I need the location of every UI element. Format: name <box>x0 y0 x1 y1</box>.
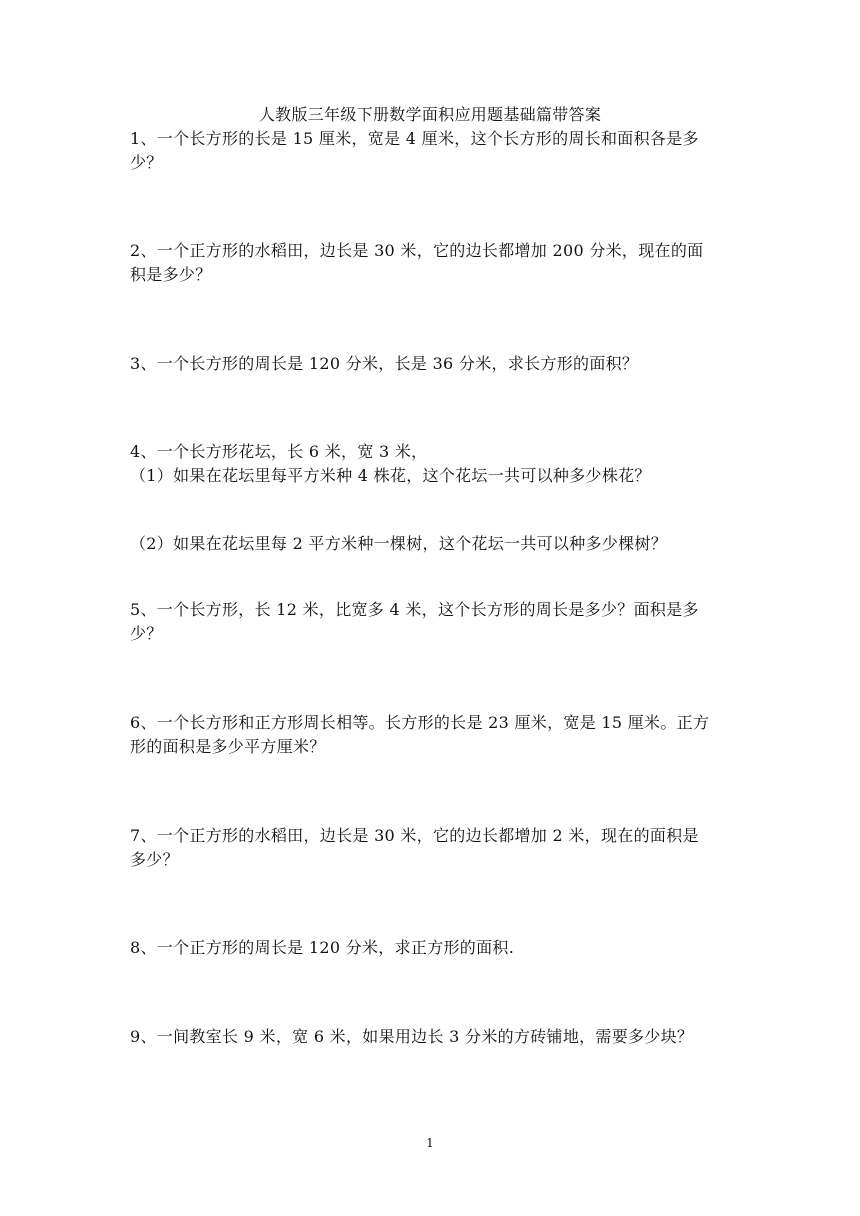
question-7-line-1: 7、一个正方形的水稻田，边长是 30 米，它的边长都增加 2 米，现在的面积是 <box>130 826 699 845</box>
question-9-line-1: 9、一间教室长 9 米，宽 6 米，如果用边长 3 分米的方砖铺地，需要多少块？ <box>130 1027 694 1046</box>
question-4-part-2: （2）如果在花坛里每 2 平方米种一棵树，这个花坛一共可以种多少棵树？ <box>130 534 668 553</box>
question-5-line-1: 5、一个长方形，长 12 米，比宽多 4 米，这个长方形的周长是多少？面积是多 <box>130 600 699 619</box>
question-6-line-2: 形的面积是多少平方厘米？ <box>130 737 326 756</box>
question-8-line-1: 8、一个正方形的周长是 120 分米，求正方形的面积. <box>130 938 515 957</box>
question-2-line-1: 2、一个正方形的水稻田，边长是 30 米，它的边长都增加 200 分米，现在的面 <box>130 241 704 260</box>
question-6-line-1: 6、一个长方形和正方形周长相等。长方形的长是 23 厘米，宽是 15 厘米。正方 <box>130 713 710 732</box>
question-7-line-2: 多少？ <box>130 850 179 869</box>
question-3-line-1: 3、一个长方形的周长是 120 分米，长是 36 分米，求长方形的面积？ <box>130 354 639 373</box>
question-4-line-1: 4、一个长方形花坛，长 6 米，宽 3 米， <box>130 442 428 461</box>
document-title: 人教版三年级下册数学面积应用题基础篇带答案 <box>258 105 602 124</box>
question-4-part-1: （1）如果在花坛里每平方米种 4 株花，这个花坛一共可以种多少株花？ <box>130 466 651 485</box>
question-1-line-1: 1、一个长方形的长是 15 厘米，宽是 4 厘米，这个长方形的周长和面积各是多 <box>130 129 699 148</box>
question-5-line-2: 少？ <box>130 624 163 643</box>
question-1-line-2: 少？ <box>130 153 163 172</box>
page-number: 1 <box>426 1136 434 1150</box>
question-2-line-2: 积是多少？ <box>130 265 212 284</box>
